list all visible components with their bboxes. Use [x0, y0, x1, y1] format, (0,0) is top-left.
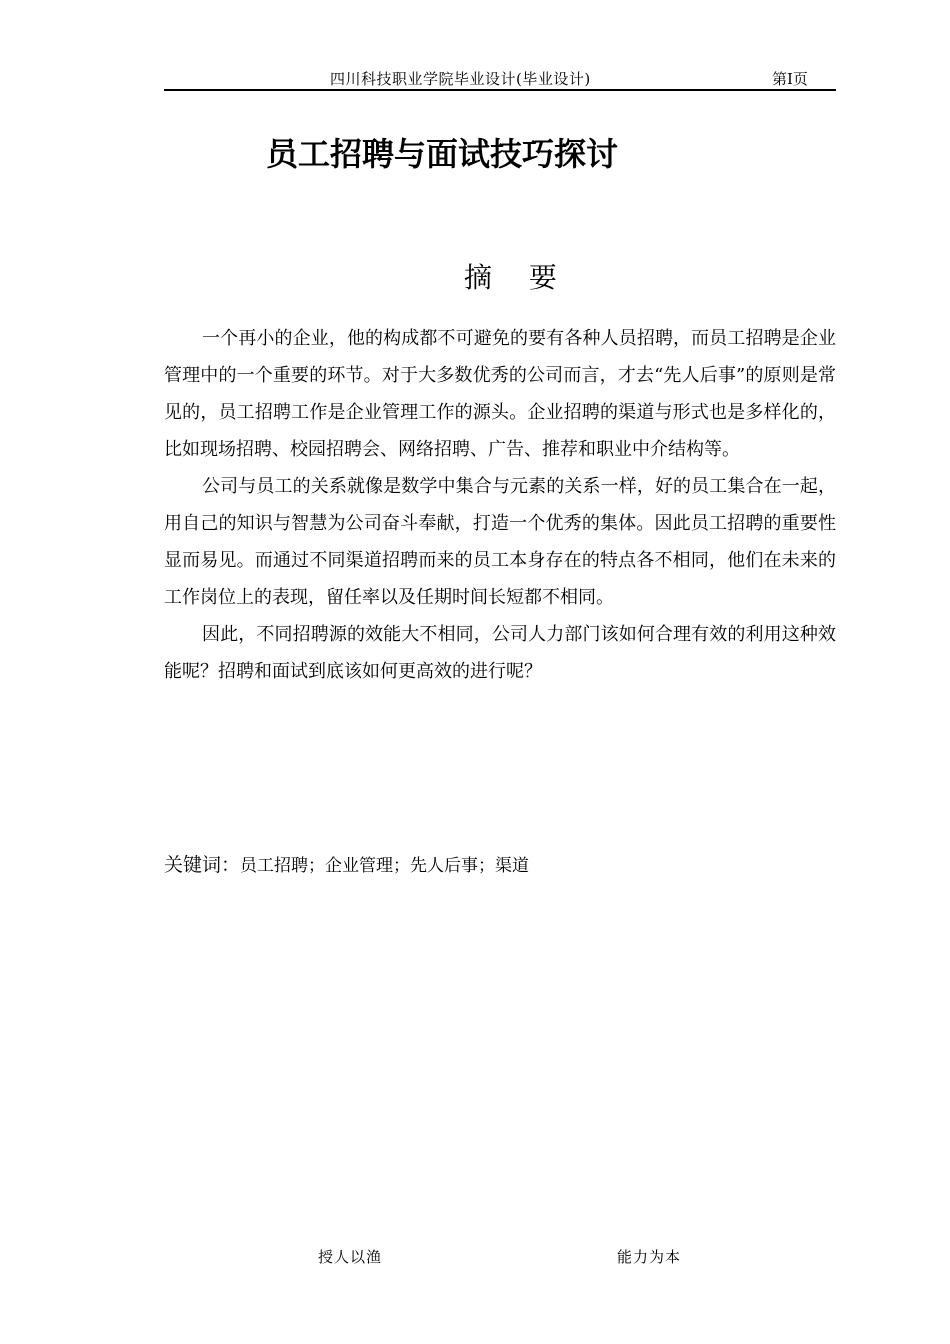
abstract-paragraph: 一个再小的企业，他的构成都不可避免的要有各种人员招聘，而员工招聘是企业管理中的一个重要的环节。对于大多数优秀的公司而言，才去“先人后事”的原则是常见的，员工招聘工作是企业管理工作的源头。企业招聘的渠道与形式也是多样化的，比如现场招聘、校园招聘会、网络招聘、广告、推荐和职业中介结构等。	[164, 328, 836, 460]
keywords-values: 员工招聘；企业管理；先人后事；渠道	[240, 856, 530, 876]
abstract-body	[164, 320, 836, 690]
abstract-paragraph: 公司与员工的关系就像是数学中集合与元素的关系一样，好的员工集合在一起，用自己的知识与智慧为公司奋斗奉献，打造一个优秀的集体。因此员工招聘的重要性显而易见。而通过不同渠道招聘而来的员工本身存在的特点各不相同，他们在未来的工作岗位上的表现，留任率以及任期时间长短都不相同。	[164, 476, 836, 608]
header-divider	[164, 89, 836, 91]
abstract-heading: 摘 要	[464, 261, 571, 294]
keywords-line	[164, 850, 529, 877]
header-school-name: 四川科技职业学院毕业设计(毕业设计)	[330, 70, 591, 88]
abstract-paragraph: 因此，不同招聘源的效能大不相同，公司人力部门该如何合理有效的利用这种效能呢？招聘和面试到底该如何更高效的进行呢？	[164, 624, 836, 682]
footer-motto-right: 能力为本	[617, 1248, 682, 1266]
header-page-number: 第I页	[772, 70, 808, 88]
document-title: 员工招聘与面试技巧探讨	[266, 135, 619, 173]
keywords-label: 关键词：	[164, 854, 241, 876]
footer-motto-left: 授人以渔	[318, 1248, 383, 1266]
